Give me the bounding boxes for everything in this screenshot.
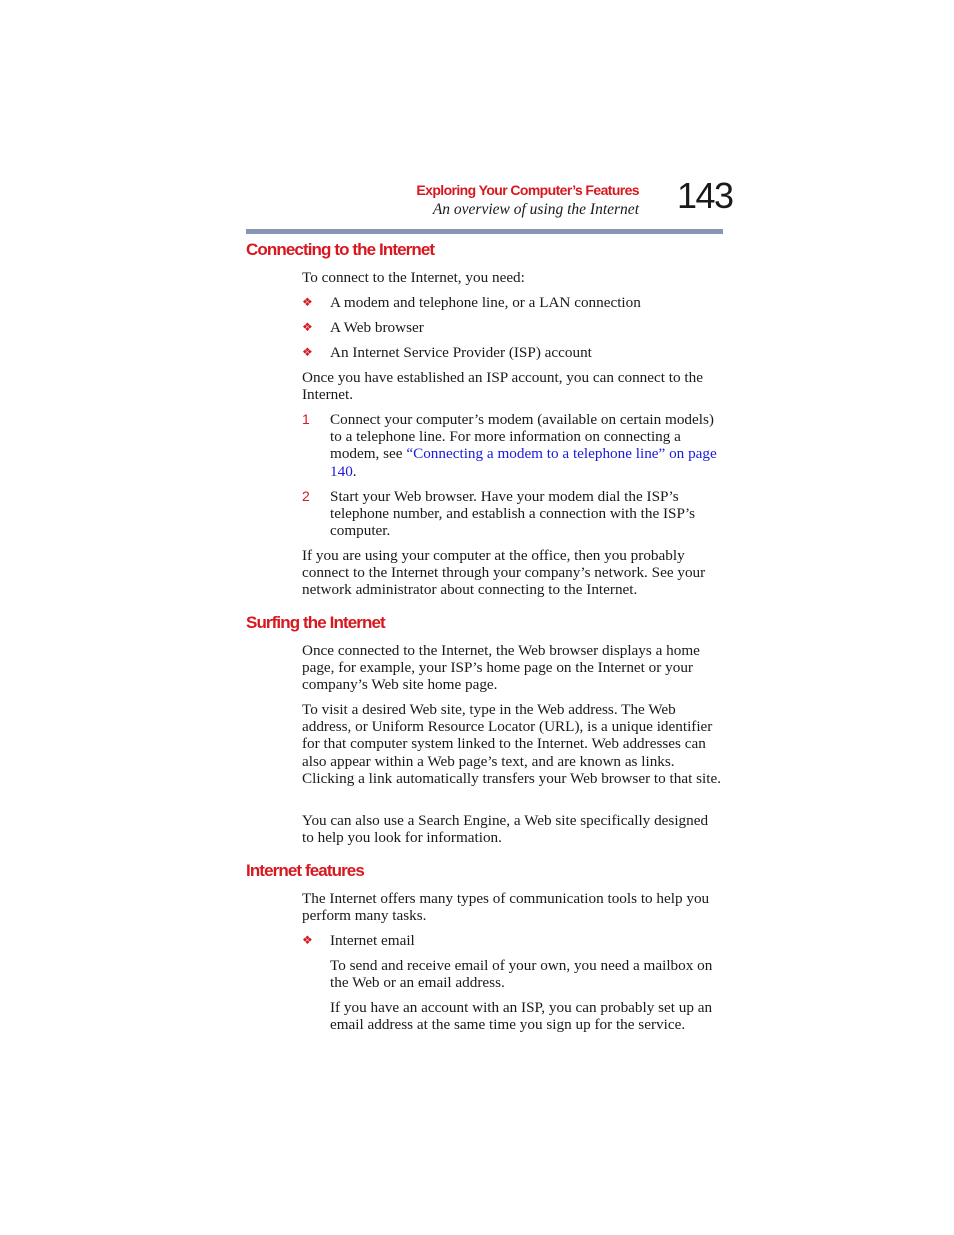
bullet-icon: ❖ [302, 320, 313, 334]
step-number: 2 [302, 488, 310, 504]
bullet-icon: ❖ [302, 933, 313, 947]
bullet-icon: ❖ [302, 295, 313, 309]
connecting-intro: To connect to the Internet, you need: [302, 269, 525, 286]
features-intro: The Internet offers many types of communication tools to help you perform many tasks. [302, 890, 710, 925]
cross-reference-link[interactable]: “Connecting a modem to a telephone line” on page 140 [330, 445, 717, 480]
features-sub-paragraph: If you have an account with an ISP, you can probably set up an email address at the same time you sign up for the service. [330, 999, 713, 1034]
step-text-after: . [352, 462, 357, 480]
step-text [330, 411, 725, 480]
step-text-before: Connect your computer’s modem (available on certain models) to a telephone line. For more information on connecting a modem, see [330, 411, 714, 463]
connecting-closing: If you are using your computer at the office, then you probably connect to the Internet through your company’s network. See your network administrator about connecting to the Internet. [302, 547, 706, 599]
step-number: 1 [302, 411, 310, 427]
bullet-text: An Internet Service Provider (ISP) account [330, 344, 592, 361]
running-header-chapter: Exploring Your Computer’s Features [416, 182, 639, 198]
page-number: 143 [677, 175, 733, 216]
heading-connecting: Connecting to the Internet [246, 240, 435, 259]
surfing-paragraph: You can also use a Search Engine, a Web site specifically designed to help you look for information. [302, 812, 709, 847]
bullet-text: A modem and telephone line, or a LAN connection [330, 294, 641, 311]
header-rule [246, 229, 723, 234]
features-sub-paragraph: To send and receive email of your own, you need a mailbox on the Web or an email address. [330, 957, 713, 992]
heading-features: Internet features [246, 861, 364, 880]
bullet-text: Internet email [330, 932, 415, 949]
heading-surfing: Surfing the Internet [246, 613, 385, 632]
bullet-text: A Web browser [330, 319, 424, 336]
surfing-paragraph: To visit a desired Web site, type in the Web address. The Web address, or Uniform Resource Locator (URL), is a unique identifier for that computer system linked to the Internet. Web addresses can also appear within a Web page’s text, and are known as links. Clicking a link automatically transfers your Web browser to that site. [302, 701, 722, 787]
bullet-icon: ❖ [302, 345, 313, 359]
running-header-section: An overview of using the Internet [432, 201, 639, 218]
surfing-paragraph: Once connected to the Internet, the Web browser displays a home page, for example, your ISP’s home page on the Internet or your company’s Web site home page. [302, 642, 700, 694]
step-text: Start your Web browser. Have your modem dial the ISP’s telephone number, and establish a connection with the ISP’s computer. [330, 488, 696, 540]
connecting-after-bullets: Once you have established an ISP account, you can connect to the Internet. [302, 369, 703, 404]
